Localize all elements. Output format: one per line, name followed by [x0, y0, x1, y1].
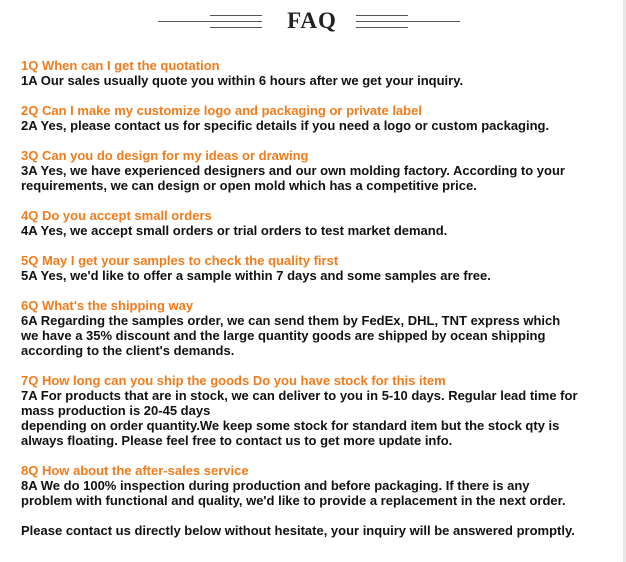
- faq-answer-line: 1A Our sales usually quote you within 6 hours after we get your inquiry.: [21, 73, 464, 88]
- faq-answer-line: always floating. Please feel free to contact us to get more update info.: [21, 433, 453, 448]
- faq-item: [21, 103, 617, 133]
- faq-question: 5Q May I get your samples to check the quality first: [21, 253, 339, 268]
- faq-answer-line: 5A Yes, we'd like to offer a sample within 7 days and some samples are free.: [21, 268, 491, 283]
- faq-answer-line: 6A Regarding the samples order, we can send them by FedEx, DHL, TNT express which: [21, 313, 561, 328]
- faq-answer-line: 3A Yes, we have experienced designers and our own molding factory. According to your: [21, 163, 565, 178]
- faq-question: 8Q How about the after-sales service: [21, 463, 249, 478]
- faq-item: [21, 58, 617, 88]
- faq-answer-line: 2A Yes, please contact us for specific details if you need a logo or custom packaging.: [21, 118, 550, 133]
- decoration-line: [356, 21, 460, 22]
- faq-item: [21, 253, 617, 283]
- faq-answer-line: 7A For products that are in stock, we can deliver to you in 5-10 days. Regular lead time for: [21, 388, 578, 403]
- left-title-decoration: [158, 13, 262, 33]
- page-title: FAQ: [287, 8, 337, 33]
- faq-answer-line: depending on order quantity.We keep some stock for standard item but the stock qty is: [21, 418, 560, 433]
- faq-question: 1Q When can I get the quotation: [21, 58, 220, 73]
- faq-header: [0, 6, 626, 40]
- faq-question: 6Q What's the shipping way: [21, 298, 194, 313]
- faq-answer-line: requirements, we can design or open mold which has a competitive price.: [21, 178, 477, 193]
- decoration-line: [356, 15, 408, 16]
- faq-item: [21, 208, 617, 238]
- faq-item: [21, 298, 617, 358]
- faq-answer-line: mass production is 20-45 days: [21, 403, 211, 418]
- faq-question: 3Q Can you do design for my ideas or drawing: [21, 148, 309, 163]
- decoration-line: [210, 27, 262, 28]
- faq-question: 4Q Do you accept small orders: [21, 208, 212, 223]
- right-title-decoration: [356, 13, 460, 33]
- faq-answer-line: 4A Yes, we accept small orders or trial orders to test market demand.: [21, 223, 448, 238]
- decoration-line: [210, 15, 262, 16]
- faq-answer-line: according to the client's demands.: [21, 343, 235, 358]
- faq-answer-line: problem with functional and quality, we'd like to provide a replacement in the next order.: [21, 493, 566, 508]
- decoration-line: [158, 21, 262, 22]
- faq-list: [21, 58, 617, 538]
- faq-question: 2Q Can I make my customize logo and packaging or private label: [21, 103, 422, 118]
- decoration-line: [356, 27, 408, 28]
- faq-answer-line: 8A We do 100% inspection during production and before packaging. If there is any: [21, 478, 530, 493]
- faq-answer-line: we have a 35% discount and the large quantity goods are shipped by ocean shipping: [21, 328, 546, 343]
- faq-item: [21, 148, 617, 193]
- faq-question: 7Q How long can you ship the goods Do you have stock for this item: [21, 373, 446, 388]
- closing-message: Please contact us directly below without hesitate, your inquiry will be answered promptly.: [21, 523, 575, 538]
- faq-item: [21, 373, 617, 448]
- faq-item: [21, 463, 617, 508]
